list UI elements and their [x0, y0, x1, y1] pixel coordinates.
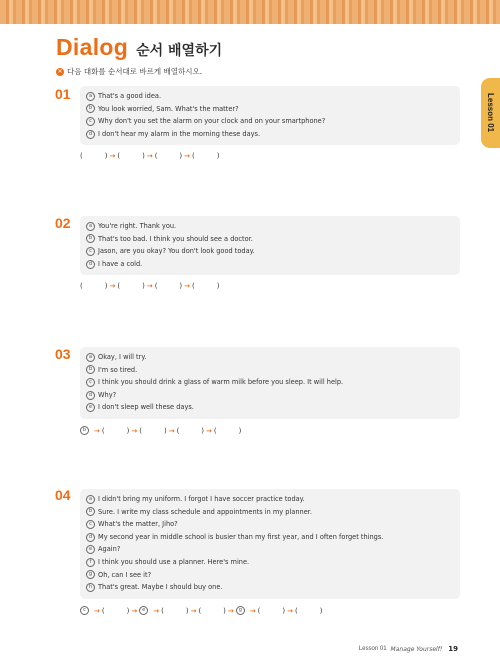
- option-mark: c: [86, 378, 95, 387]
- option-text: What's the matter, Jiho?: [98, 520, 178, 529]
- option-line: [86, 245, 454, 258]
- option-line: [86, 258, 454, 271]
- option-line: [86, 581, 454, 594]
- option-text: I think you should use a planner. Here's mine.: [98, 557, 250, 566]
- bullet-x-icon: ✕: [57, 67, 63, 75]
- option-mark: b: [86, 507, 95, 516]
- given-answer-mark: b: [80, 426, 89, 435]
- option-mark: d: [86, 533, 95, 542]
- answer-line[interactable]: ( ) → ( ) → ( ) → ( ): [80, 282, 220, 290]
- option-line: [86, 90, 454, 103]
- option-line: [86, 220, 454, 233]
- option-mark: d: [86, 130, 95, 139]
- given-answer-mark: g: [236, 606, 245, 615]
- option-line: [86, 518, 454, 531]
- option-line: [86, 128, 454, 141]
- option-mark: a: [86, 495, 95, 504]
- option-line: [86, 103, 454, 116]
- option-text: I don't sleep well these days.: [98, 403, 194, 412]
- option-line: [86, 401, 454, 414]
- question-number: 02: [55, 215, 71, 231]
- option-text: Why?: [98, 390, 117, 399]
- option-text: That's a good idea.: [98, 92, 162, 100]
- option-mark: h: [86, 583, 95, 592]
- option-mark: a: [86, 353, 95, 362]
- option-text: I don't hear my alarm in the morning these days.: [98, 129, 261, 138]
- option-text: That's too bad. I think you should see a doctor.: [98, 234, 253, 243]
- instruction-text: 다음 대화를 순서대로 바르게 배열하시오.: [67, 67, 203, 76]
- option-mark: d: [86, 391, 95, 400]
- option-mark: c: [86, 520, 95, 529]
- title-dialog: Dialog: [56, 34, 129, 60]
- option-text: I'm so tired.: [98, 365, 138, 374]
- instruction: [56, 66, 202, 77]
- option-line: [86, 364, 454, 377]
- option-line: [86, 531, 454, 544]
- option-line: [86, 351, 454, 364]
- answer-line[interactable]: b → ( ) → ( ) → ( ) → ( ): [80, 426, 241, 435]
- option-text: I have a cold.: [98, 259, 143, 268]
- question-box: [80, 216, 460, 275]
- option-line: [86, 556, 454, 569]
- option-line: [86, 115, 454, 128]
- option-mark: b: [86, 104, 95, 113]
- option-text: Oh, can I see it?: [98, 570, 152, 579]
- option-mark: c: [86, 247, 95, 256]
- option-mark: a: [86, 92, 95, 101]
- option-mark: g: [86, 570, 95, 579]
- question-number: 03: [55, 346, 71, 362]
- option-text: Why don't you set the alarm on your clock and on your smartphone?: [98, 117, 326, 126]
- option-text: Again?: [98, 545, 121, 554]
- question-box: [80, 86, 460, 145]
- option-text: Jason, are you okay? You don't look good today.: [98, 247, 255, 256]
- option-text: I didn't bring my uniform. I forgot I have soccer practice today.: [98, 495, 305, 503]
- answer-line[interactable]: ( ) → ( ) → ( ) → ( ): [80, 152, 220, 160]
- footer-subtitle: Manage Yourself!: [390, 645, 443, 653]
- given-answer-mark: c: [80, 606, 89, 615]
- option-mark: d: [86, 260, 95, 269]
- question-box: [80, 347, 460, 419]
- page-footer: [359, 645, 458, 653]
- answer-line[interactable]: c → ( ) → e → ( ) → ( ) → g → ( ) → ( ): [80, 606, 322, 615]
- page-title: [56, 34, 222, 61]
- question-number: 01: [55, 86, 71, 102]
- option-mark: b: [86, 365, 95, 374]
- lesson-side-tab: [481, 78, 500, 148]
- option-line: [86, 506, 454, 519]
- option-line: [86, 233, 454, 246]
- option-line: [86, 389, 454, 402]
- question-number: 04: [55, 487, 71, 503]
- title-subtitle: 순서 배열하기: [136, 43, 223, 59]
- option-mark: a: [86, 222, 95, 231]
- given-answer-mark: e: [139, 606, 148, 615]
- page-number: 19: [448, 645, 458, 653]
- option-mark: e: [86, 545, 95, 554]
- option-mark: e: [86, 403, 95, 412]
- option-text: That's great. Maybe I should buy one.: [98, 583, 223, 592]
- footer-lesson: Lesson 01: [358, 646, 387, 652]
- option-text: You look worried, Sam. What's the matter?: [98, 104, 239, 113]
- option-text: Sure. I write my class schedule and appointments in my planner.: [98, 507, 312, 516]
- top-decorative-stripe: [0, 0, 500, 24]
- option-line: [86, 493, 454, 506]
- option-text: Okay, I will try.: [98, 353, 147, 361]
- option-mark: c: [86, 117, 95, 126]
- option-text: You're right. Thank you.: [98, 222, 177, 230]
- option-line: [86, 543, 454, 556]
- option-line: [86, 569, 454, 582]
- option-mark: b: [86, 234, 95, 243]
- question-box: [80, 489, 460, 599]
- lesson-tab-label: Lesson 01: [486, 93, 495, 133]
- option-line: [86, 376, 454, 389]
- option-mark: f: [86, 558, 95, 567]
- option-text: I think you should drink a glass of warm milk before you sleep. It will help.: [98, 378, 344, 387]
- option-text: My second year in middle school is busier than my first year, and I often forget things.: [98, 532, 384, 541]
